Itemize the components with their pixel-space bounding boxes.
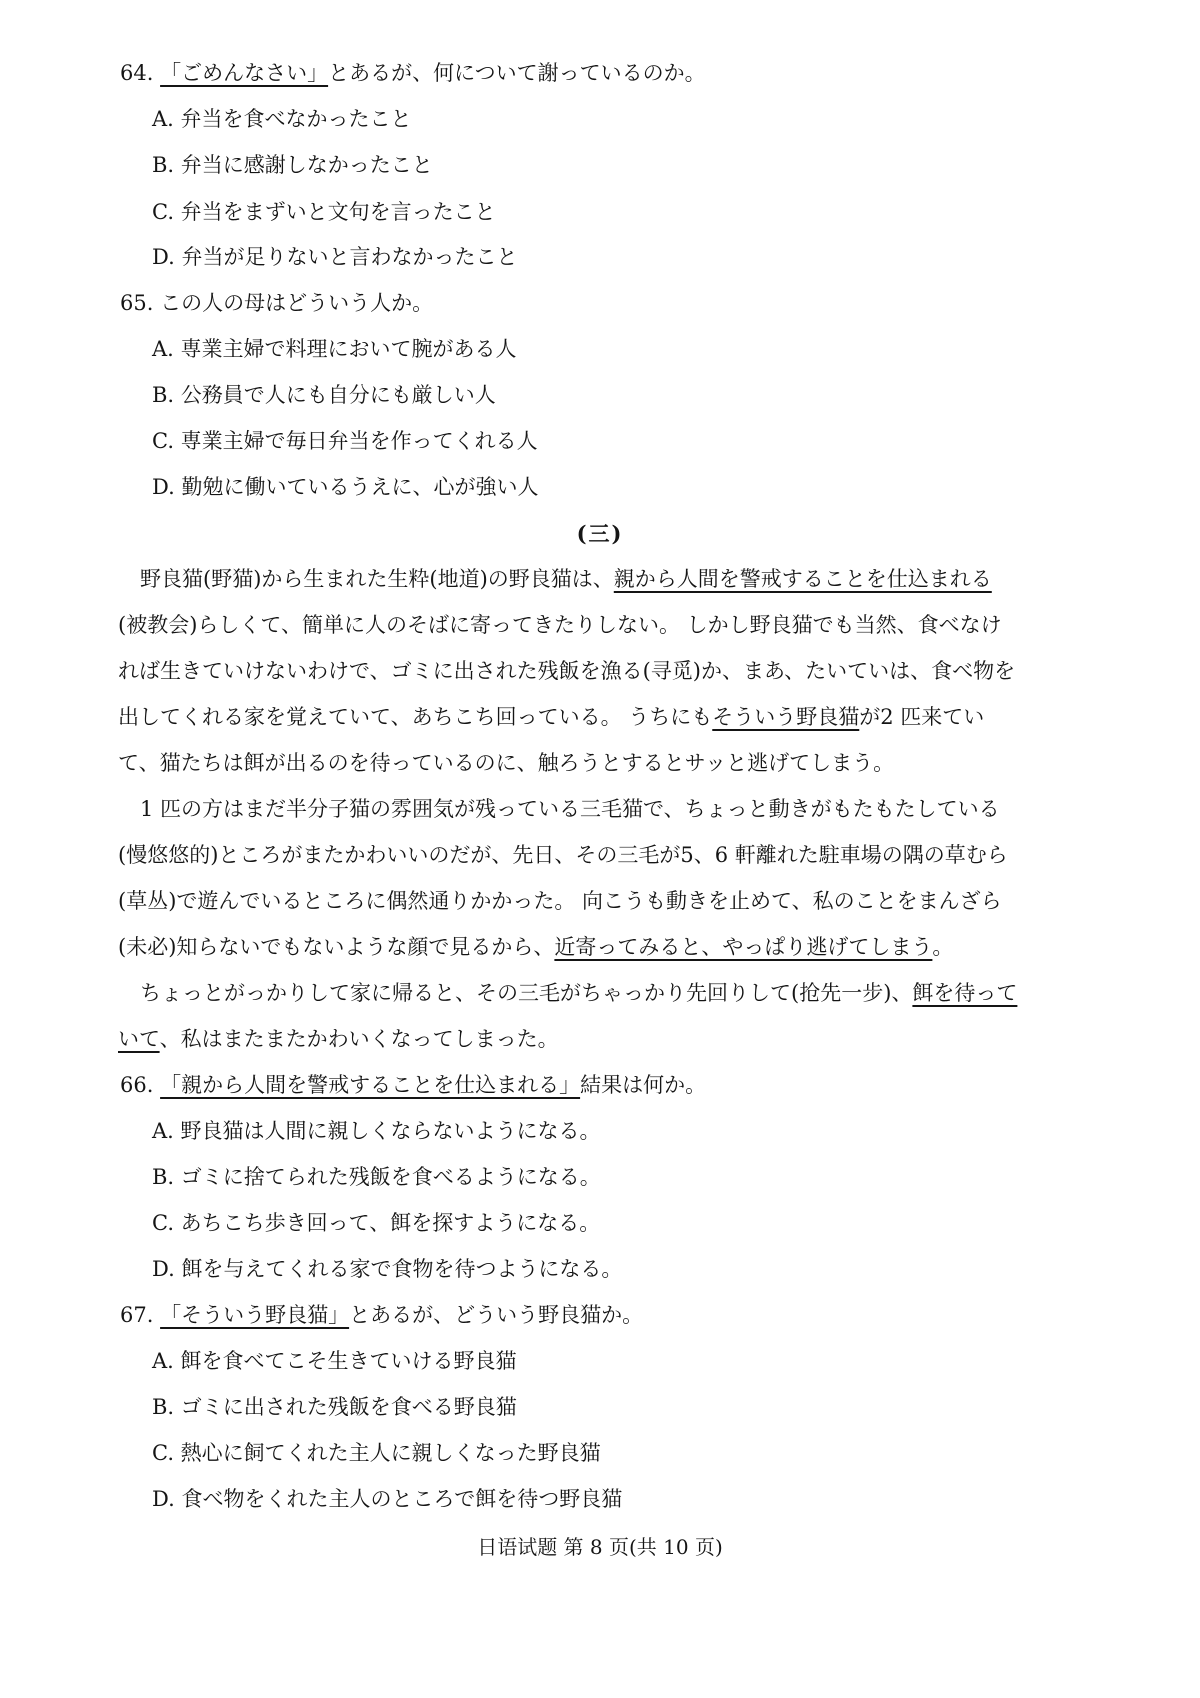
question-text: 結果は何か。 [580, 1073, 707, 1097]
passage-line [140, 978, 1017, 1008]
question-65-option-d: D. 勤勉に働いているうえに、心が強い人 [152, 475, 539, 499]
question-67-option-c: C. 熱心に飼てくれた主人に親しくなった野良猫 [152, 1441, 601, 1465]
question-65-option-a: A. 専業主婦で料理において腕がある人 [152, 337, 517, 361]
passage-line: 1 匹の方はまだ半分子猫の雰囲気が残っている三毛猫で、ちょっと動きがもたもたしている [140, 797, 1000, 821]
passage-text: (未必)知らないでもないような顔で見るから、 [118, 935, 555, 959]
question-text: とあるが、どういう野良猫か。 [349, 1303, 644, 1327]
question-66-option-b: B. ゴミに捨てられた残飯を食べるようになる。 [152, 1165, 601, 1189]
passage-text: 野良猫(野猫)から生まれた生粋(地道)の野良猫は、 [140, 567, 614, 591]
section-heading: (三) [576, 521, 624, 546]
passage-line [140, 564, 992, 594]
quoted-phrase: 「親から人間を警戒することを仕込まれる」 [160, 1073, 581, 1097]
question-66-option-c: C. あちこち歩き回って、餌を探すようになる。 [152, 1211, 601, 1235]
underlined-phrase: 餌を待って [912, 981, 1018, 1005]
quoted-phrase: 「ごめんなさい」 [160, 61, 329, 85]
question-64-option-a: A. 弁当を食べなかったこと [152, 107, 412, 131]
passage-line: (慢悠悠的)ところがまたかわいいのだが、先日、その三毛が5、6 軒離れた駐車場の隅の草むら [118, 843, 1008, 867]
question-65-option-c: C. 専業主婦で毎日弁当を作ってくれる人 [152, 429, 538, 453]
underlined-phrase: 近寄ってみると、やっぱり逃げてしまう [554, 935, 933, 959]
quoted-phrase: 「そういう野良猫」 [160, 1303, 350, 1327]
question-67-stem [120, 1300, 643, 1330]
question-number: 64. [120, 61, 154, 85]
passage-line: て、猫たちは餌が出るのを待っているのに、触ろうとするとサッと逃げてしまう。 [118, 751, 895, 775]
passage-text: が2 匹来てい [859, 705, 985, 729]
question-64-option-b: B. 弁当に感謝しなかったこと [152, 153, 433, 177]
question-65-option-b: B. 公務員で人にも自分にも厳しい人 [152, 383, 496, 407]
underlined-phrase: そういう野良猫 [712, 705, 860, 729]
question-66-stem [120, 1070, 706, 1100]
question-66-option-d: D. 餌を与えてくれる家で食物を待つようになる。 [152, 1257, 623, 1281]
question-67-option-a: A. 餌を食べてこそ生きていける野良猫 [152, 1349, 517, 1373]
page-footer: 日语试题 第 8 页(共 10 页) [477, 1535, 723, 1559]
passage-text: 出してくれる家を覚えていて、あちこち回っている。 うちにも [118, 705, 713, 729]
question-67-option-d: D. 食べ物をくれた主人のところで餌を待つ野良猫 [152, 1487, 623, 1511]
question-64-option-d: D. 弁当が足りないと言わなかったこと [152, 245, 518, 269]
underlined-phrase: 親から人間を警戒することを仕込まれる [613, 567, 992, 591]
underlined-phrase: いて [118, 1027, 160, 1051]
question-65-stem: 65. この人の母はどういう人か。 [120, 291, 434, 315]
question-66-option-a: A. 野良猫は人間に親しくならないようになる。 [152, 1119, 601, 1143]
passage-line: (被教会)らしくて、簡単に人のそばに寄ってきたりしない。 しかし野良猫でも当然、食べなけ [118, 613, 1002, 637]
passage-line [118, 932, 953, 962]
question-number: 66. [120, 1073, 154, 1097]
passage-line [118, 1024, 559, 1054]
passage-line: (草丛)で遊んでいるところに偶然通りかかった。 向こうも動きを止めて、私のことをまんざら [118, 889, 1002, 913]
passage-text: ちょっとがっかりして家に帰ると、その三毛がちゃっかり先回りして(抢先一步)、 [140, 981, 913, 1005]
passage-line: れば生きていけないわけで、ゴミに出された残飯を漁る(寻觅)か、まあ、たいていは、食べ物を [118, 659, 1016, 683]
question-64-option-c: C. 弁当をまずいと文句を言ったこと [152, 200, 496, 224]
question-number: 67. [120, 1303, 154, 1327]
passage-text: 、私はまたまたかわいくなってしまった。 [159, 1027, 559, 1051]
question-64-stem [120, 58, 706, 88]
question-text: とあるが、何について謝っているのか。 [328, 61, 706, 85]
passage-line [118, 702, 984, 732]
question-67-option-b: B. ゴミに出された残飯を食べる野良猫 [152, 1395, 517, 1419]
passage-text: 。 [932, 935, 954, 959]
